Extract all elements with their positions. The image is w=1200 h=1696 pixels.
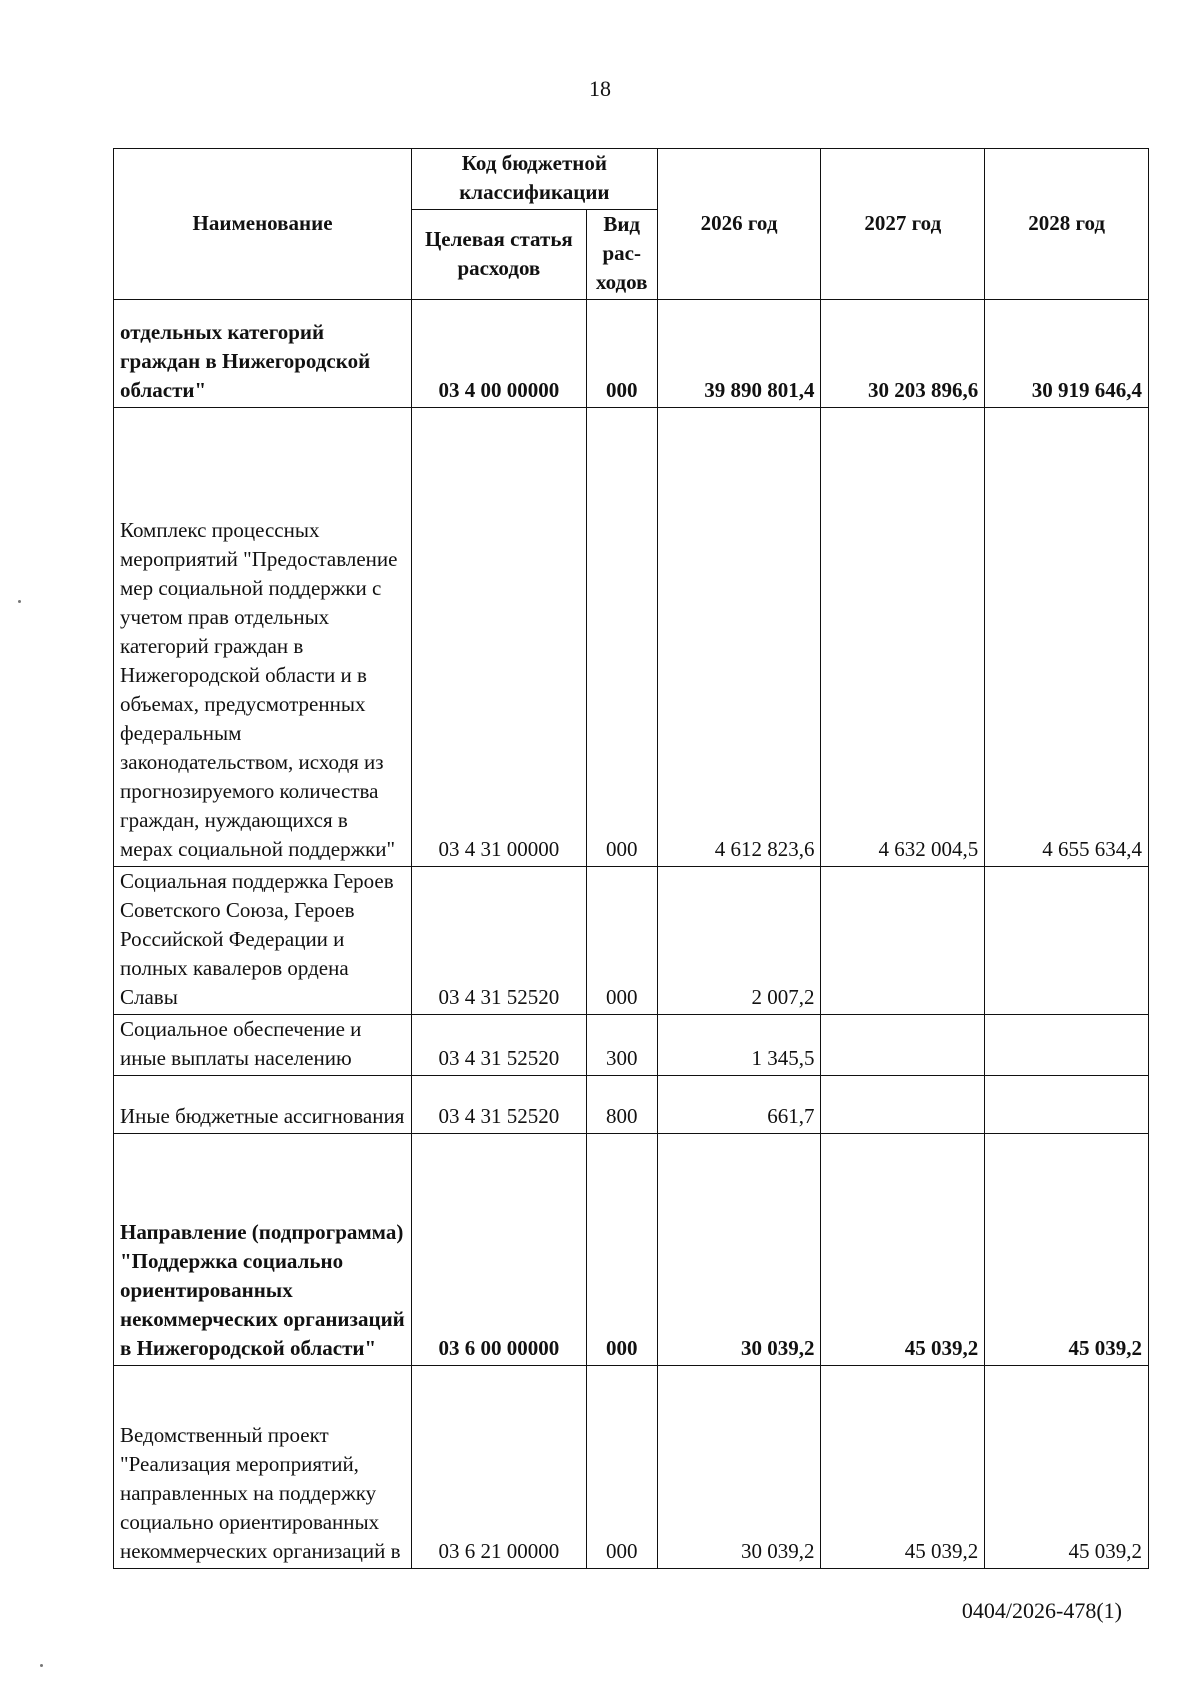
row-expense-kind: 000 [586,300,657,408]
header-year-2027: 2027 год [821,149,985,300]
row-expense-kind: 000 [586,1366,657,1569]
row-expense-kind: 000 [586,1134,657,1366]
row-value-2028: 45 039,2 [985,1134,1149,1366]
table-row [114,408,1149,867]
row-value-2028 [985,867,1149,1015]
row-expense-kind: 000 [586,408,657,867]
table-row [114,300,1149,408]
table-row [114,1076,1149,1134]
row-expense-kind: 300 [586,1015,657,1076]
header-expense-kind: Вид рас-ходов [586,210,657,300]
table-row [114,867,1149,1015]
row-value-2028: 30 919 646,4 [985,300,1149,408]
row-value-2028: 45 039,2 [985,1366,1149,1569]
row-target-code: 03 4 31 52520 [412,1015,587,1076]
row-target-code: 03 4 31 00000 [412,408,587,867]
row-target-code: 03 4 31 52520 [412,867,587,1015]
table-row [114,1366,1149,1569]
row-name: отдельных категорий граждан в Нижегородской области" [114,300,412,408]
row-expense-kind: 000 [586,867,657,1015]
row-name: Ведомственный проект "Реализация мероприятий, направленных на поддержку социально ориентированных некоммерческих организаций в [114,1366,412,1569]
header-year-2026: 2026 год [657,149,821,300]
scan-artifact-dot [40,1664,43,1667]
page-number: 18 [589,76,611,101]
row-target-code: 03 6 21 00000 [412,1366,587,1569]
row-value-2026: 1 345,5 [657,1015,821,1076]
table-row [114,1015,1149,1076]
row-value-2026: 4 612 823,6 [657,408,821,867]
row-target-code: 03 4 31 52520 [412,1076,587,1134]
row-value-2026: 39 890 801,4 [657,300,821,408]
row-name: Комплекс процессных мероприятий "Предоставление мер социальной поддержки с учетом прав отдельных категорий граждан в Нижегородской области и в объемах, предусмотренных федеральным законодательством, исходя из прогнозируемого количества граждан, нуждающихся в мерах социальной поддержки" [114,408,412,867]
row-value-2028 [985,1015,1149,1076]
row-value-2026: 2 007,2 [657,867,821,1015]
row-value-2027: 45 039,2 [821,1366,985,1569]
row-target-code: 03 4 00 00000 [412,300,587,408]
row-value-2026: 30 039,2 [657,1366,821,1569]
row-name: Социальная поддержка Героев Советского Союза, Героев Российской Федерации и полных кавалеров ордена Славы [114,867,412,1015]
row-value-2027: 30 203 896,6 [821,300,985,408]
row-value-2026: 30 039,2 [657,1134,821,1366]
row-value-2027 [821,867,985,1015]
header-target-article: Целевая статья расходов [412,210,587,300]
header-code-group: Код бюджетной классификации [412,149,658,210]
row-value-2027: 4 632 004,5 [821,408,985,867]
row-value-2026: 661,7 [657,1076,821,1134]
row-value-2027 [821,1015,985,1076]
scan-artifact-dot [18,600,21,603]
row-value-2028 [985,1076,1149,1134]
row-name: Иные бюджетные ассигнования [114,1076,412,1134]
row-value-2027: 45 039,2 [821,1134,985,1366]
row-value-2027 [821,1076,985,1134]
header-name: Наименование [114,149,412,300]
row-value-2028: 4 655 634,4 [985,408,1149,867]
budget-table [113,148,1149,1569]
table-row [114,1134,1149,1366]
row-expense-kind: 800 [586,1076,657,1134]
header-year-2028: 2028 год [985,149,1149,300]
row-name: Социальное обеспечение и иные выплаты населению [114,1015,412,1076]
row-name: Направление (подпрограмма) "Поддержка социально ориентированных некоммерческих организаций в Нижегородской области" [114,1134,412,1366]
table-header-row [114,149,1149,210]
row-target-code: 03 6 00 00000 [412,1134,587,1366]
document-registration-number: 0404/2026-478(1) [961,1598,1122,1623]
